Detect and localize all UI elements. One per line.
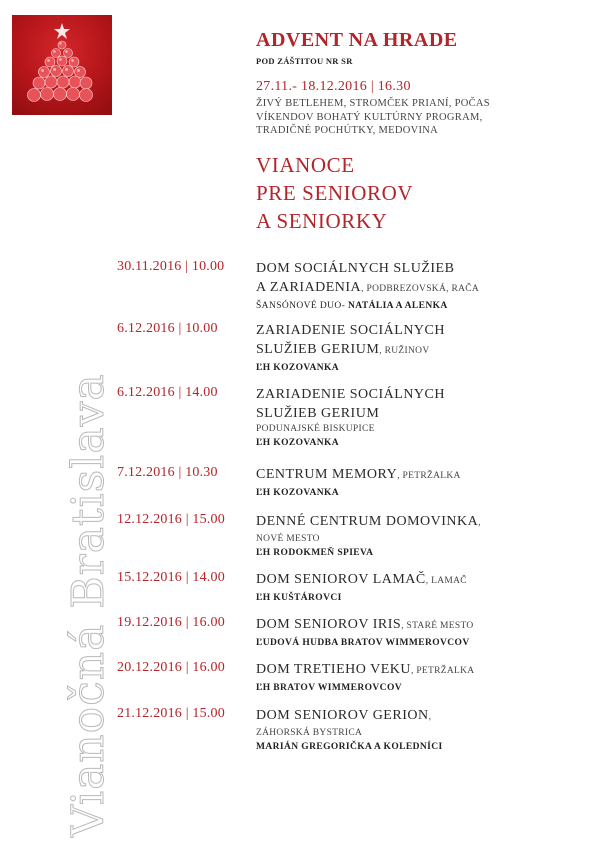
event-title	[256, 660, 586, 681]
event-title-line: ZARIADENIE SOCIÁLNYCH	[256, 323, 445, 338]
event-location: , RUŽINOV	[379, 346, 430, 356]
section-title-line: A SENIORKY	[256, 209, 388, 233]
header-description-line: ŽIVÝ BETLEHEM, STROMČEK PRIANÍ, POČAS	[256, 98, 490, 109]
event-title-line: SLUŽIEB GERIUM	[256, 406, 380, 421]
event-title-text: CENTRUM MEMORY	[256, 467, 398, 482]
event-location: , PETRŽALKA	[397, 471, 461, 481]
christmas-logo	[12, 15, 112, 115]
event-date: 19.12.2016 | 16.00	[117, 615, 225, 630]
event-location: PODUNAJSKÉ BISKUPICE	[256, 424, 375, 434]
christmas-tree-ornaments-icon	[12, 15, 112, 115]
event-location: ,	[428, 712, 432, 722]
event-location: , PETRŽALKA	[410, 666, 475, 676]
event-date: 6.12.2016 | 14.00	[117, 385, 218, 400]
event-performer: ĽH KOZOVANKA	[256, 488, 340, 498]
header-dates: 27.11.- 18.12.2016 | 16.30	[256, 79, 411, 94]
header-title: ADVENT NA HRADE	[256, 29, 458, 51]
event-date: 30.11.2016 | 10.00	[117, 259, 225, 274]
header-subtitle: POD ZÁŠTITOU NR SR	[256, 56, 353, 66]
event-title-text: SLUŽIEB GERIUM	[256, 342, 380, 357]
vertical-title: Vianočná Bratislava	[63, 373, 114, 837]
event-title-text: DOM SENIOROV IRIS	[256, 617, 402, 632]
event-performer: ĽH BRATOV WIMMEROVCOV	[256, 683, 402, 693]
event-location: , LAMAČ	[425, 576, 467, 586]
event-performer: ĽH RODOKMEŇ SPIEVA	[256, 548, 374, 558]
event-title	[256, 512, 586, 533]
event-performer: ĽUDOVÁ HUDBA BRATOV WIMMEROVCOV	[256, 638, 470, 648]
event-title-text: A ZARIADENIA	[256, 280, 362, 295]
section-title-line: VIANOCE	[256, 153, 355, 177]
event-date: 6.12.2016 | 10.00	[117, 321, 218, 336]
event-performer: ĽH KOZOVANKA	[256, 363, 340, 373]
header-description-line: VÍKENDOV BOHATÝ KULTÚRNY PROGRAM,	[256, 111, 483, 123]
event-location: ,	[478, 518, 481, 528]
event-title-line	[256, 278, 586, 299]
header	[256, 29, 586, 138]
header-description	[256, 97, 586, 138]
event-performer-prefix: ŠANSÓNOVÉ DUO-	[256, 301, 349, 311]
event-title	[256, 259, 586, 299]
section-title	[256, 151, 413, 235]
event-title	[256, 615, 586, 636]
event-date: 21.12.2016 | 15.00	[117, 706, 225, 721]
header-description-line: TRADIČNÉ POCHÚTKY, MEDOVINA	[256, 125, 439, 136]
event-performer: MARIÁN GREGORIČKA A KOLEDNÍCI	[256, 742, 443, 752]
event-district: NOVÉ MESTO	[256, 534, 320, 544]
event-title-text: DENNÉ CENTRUM DOMOVINKA	[256, 514, 479, 529]
event-location: , STARÉ MESTO	[401, 621, 474, 631]
event-performer: ĽH KUŠTÁROVCI	[256, 593, 342, 603]
event-location: , PODBREZOVSKÁ, RAČA	[361, 284, 480, 294]
event-title	[256, 465, 586, 486]
event-date: 15.12.2016 | 14.00	[117, 570, 225, 585]
event-title-text: DOM SENIOROV GERION	[256, 708, 429, 723]
event-title	[256, 385, 586, 423]
event-title-line: DOM SOCIÁLNYCH SLUŽIEB	[256, 261, 455, 276]
event-performer-line	[256, 299, 586, 313]
event-title-line: ZARIADENIE SOCIÁLNYCH	[256, 387, 445, 402]
event-title	[256, 570, 586, 591]
event-title-text: DOM SENIOROV LAMAČ	[256, 572, 426, 587]
event-date: 12.12.2016 | 15.00	[117, 512, 225, 527]
event-title	[256, 321, 586, 361]
event-date: 7.12.2016 | 10.30	[117, 465, 218, 480]
event-title	[256, 706, 586, 727]
event-title-text: DOM TRETIEHO VEKU	[256, 662, 411, 677]
event-performer: NATÁLIA A ALENKA	[348, 301, 448, 311]
event-title-line	[256, 340, 586, 361]
event-date: 20.12.2016 | 16.00	[117, 660, 225, 675]
event-performer: ĽH KOZOVANKA	[256, 438, 340, 448]
section-title-line: PRE SENIOROV	[256, 181, 414, 205]
event-district: ZÁHORSKÁ BYSTRICA	[256, 728, 363, 738]
